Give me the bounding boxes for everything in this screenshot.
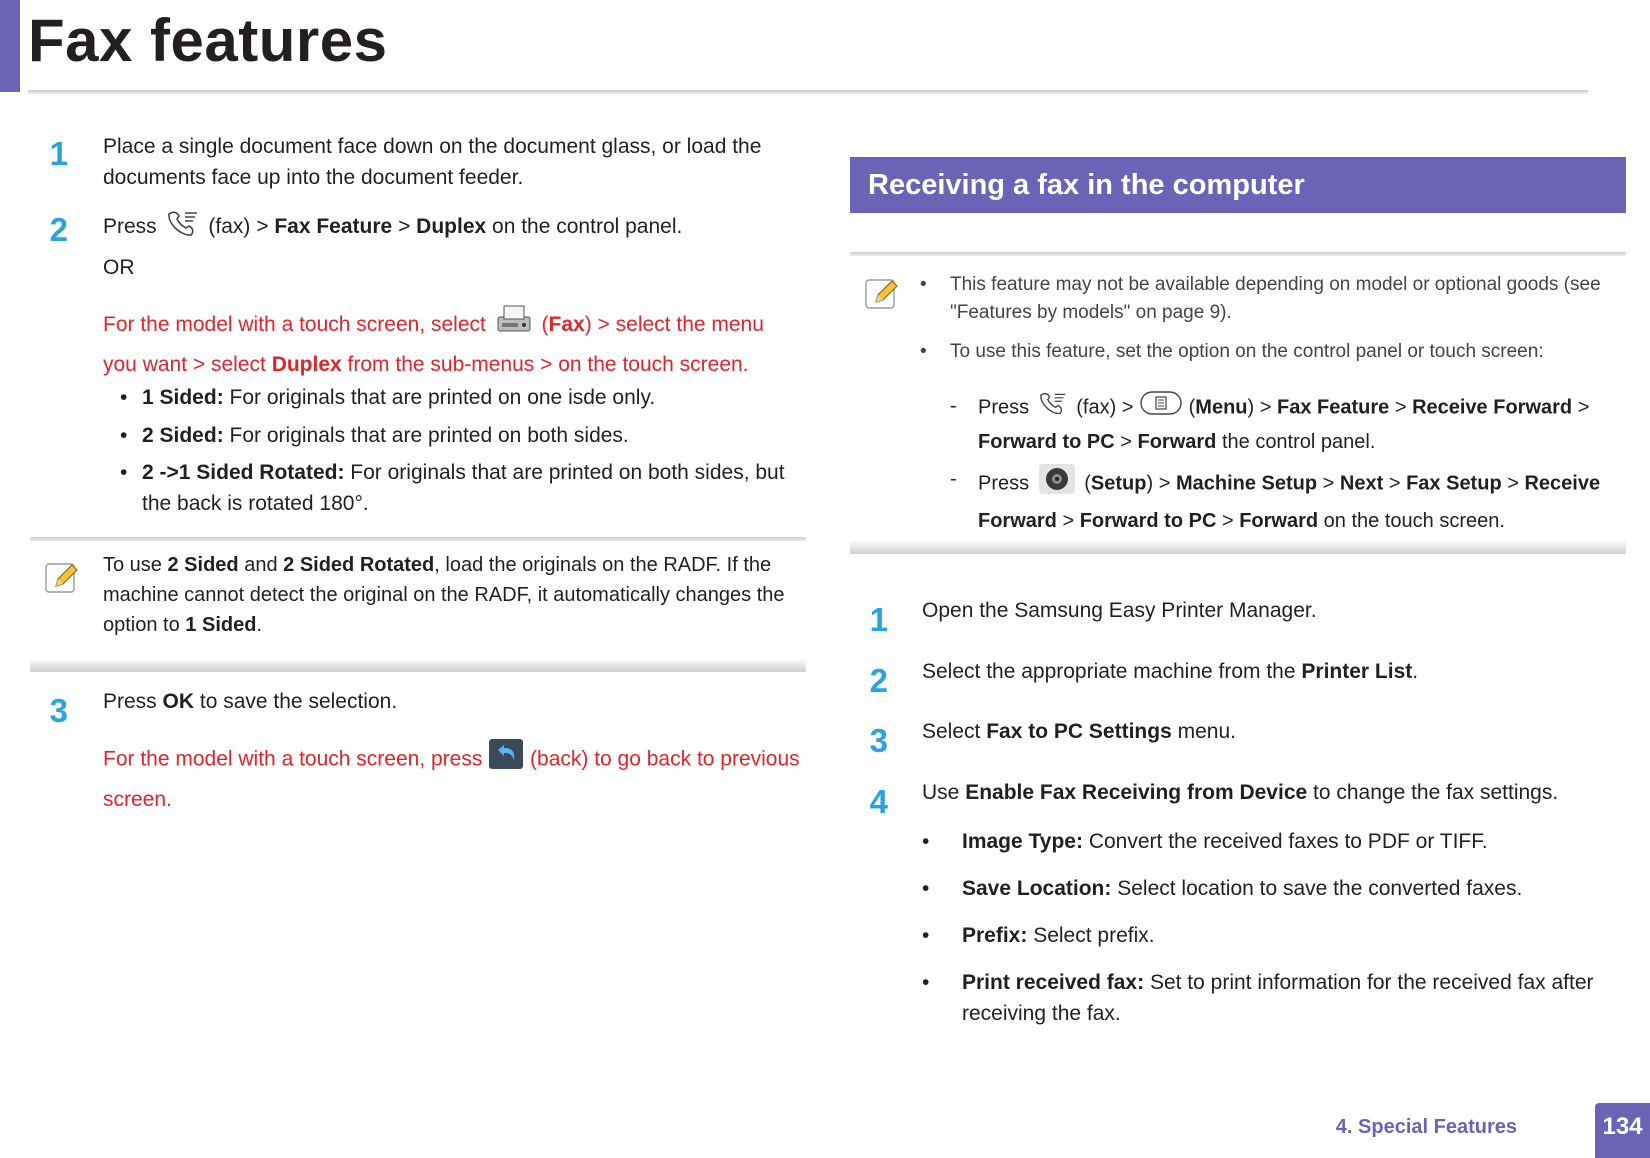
page-title: Fax features [28, 7, 388, 74]
step-number: 2 [869, 662, 888, 699]
note-divider [850, 252, 1626, 256]
touch-screen-instruction: For the model with a touch screen, select (Fax) > select the menu you want > select Duplex from the sub-menus > on the touch screen. [103, 303, 803, 382]
page-number: 134 [1595, 1103, 1650, 1158]
title-divider [28, 90, 1588, 96]
fax-icon [163, 208, 203, 247]
section-heading: Receiving a fax in the computer [850, 157, 1626, 213]
touch-screen-instruction: For the model with a touch screen, press (back) to go back to previous screen. [103, 738, 803, 818]
step-number: 3 [49, 692, 68, 729]
instruction-dash-item: - Press (Setup) > Machine Setup > Next > Fax Setup > Receive Forward > Forward to PC > Forward on the touch screen. [950, 463, 1626, 537]
list-item: • Image Type: Convert the received faxes to PDF or TIFF. [922, 830, 1488, 853]
note-divider [30, 658, 806, 672]
step-text: Select the appropriate machine from the Printer List. [922, 660, 1419, 683]
list-item: • This feature may not be available depending on model or optional goods (see "Features by models" on page 9). [920, 274, 1601, 323]
pencil-icon [44, 560, 78, 594]
pencil-icon [864, 276, 898, 310]
list-item: • 2 Sided: For originals that are printed on both sides. [120, 424, 629, 447]
list-item: • 2 ->1 Sided Rotated: For originals that are printed on both sides, but the back is rotated 180°. [120, 461, 785, 515]
step-text: Place a single document face down on the document glass, or load the documents face up into the document feeder. [103, 135, 762, 189]
step-text: Use Enable Fax Receiving from Device to change the fax settings. [922, 781, 1559, 804]
step-number: 1 [869, 601, 888, 638]
back-icon [488, 738, 524, 782]
title-accent-bar [0, 0, 20, 92]
step-text: Press (fax) > Fax Feature > Duplex on the control panel. [103, 208, 803, 247]
chapter-label: 4. Special Features [1335, 1116, 1517, 1138]
or-text: OR [103, 256, 135, 279]
step-text: Select Fax to PC Settings menu. [922, 720, 1236, 743]
note-divider [850, 540, 1626, 554]
menu-icon [1139, 390, 1183, 426]
list-item: • Print received fax: Set to print information for the received fax after receiving the fax. [922, 971, 1594, 1025]
step-number: 2 [49, 211, 68, 248]
setup-gear-icon [1035, 463, 1079, 505]
note-divider [30, 537, 806, 541]
step-text: Press OK to save the selection. [103, 690, 398, 713]
note-text: To use 2 Sided and 2 Sided Rotated, load the originals on the RADF. If the machine cannot detect the original on the RADF, it automatically changes the option to 1 Sided. [103, 554, 785, 636]
step-text: Open the Samsung Easy Printer Manager. [922, 599, 1317, 622]
step-number: 3 [869, 722, 888, 759]
list-item: • To use this feature, set the option on the control panel or touch screen: [920, 341, 1544, 362]
step-number: 4 [869, 783, 888, 820]
step-number: 1 [49, 135, 68, 172]
list-item: • 1 Sided: For originals that are printed on one isde only. [120, 386, 656, 409]
fax-icon [1035, 390, 1071, 426]
fax-machine-icon [492, 303, 536, 348]
instruction-dash-item: - Press (fax) > (Menu) > Fax Feature > Receive Forward > Forward to PC > Forward the control panel. [950, 390, 1626, 458]
list-item: • Prefix: Select prefix. [922, 924, 1155, 947]
list-item: • Save Location: Select location to save the converted faxes. [922, 877, 1523, 900]
